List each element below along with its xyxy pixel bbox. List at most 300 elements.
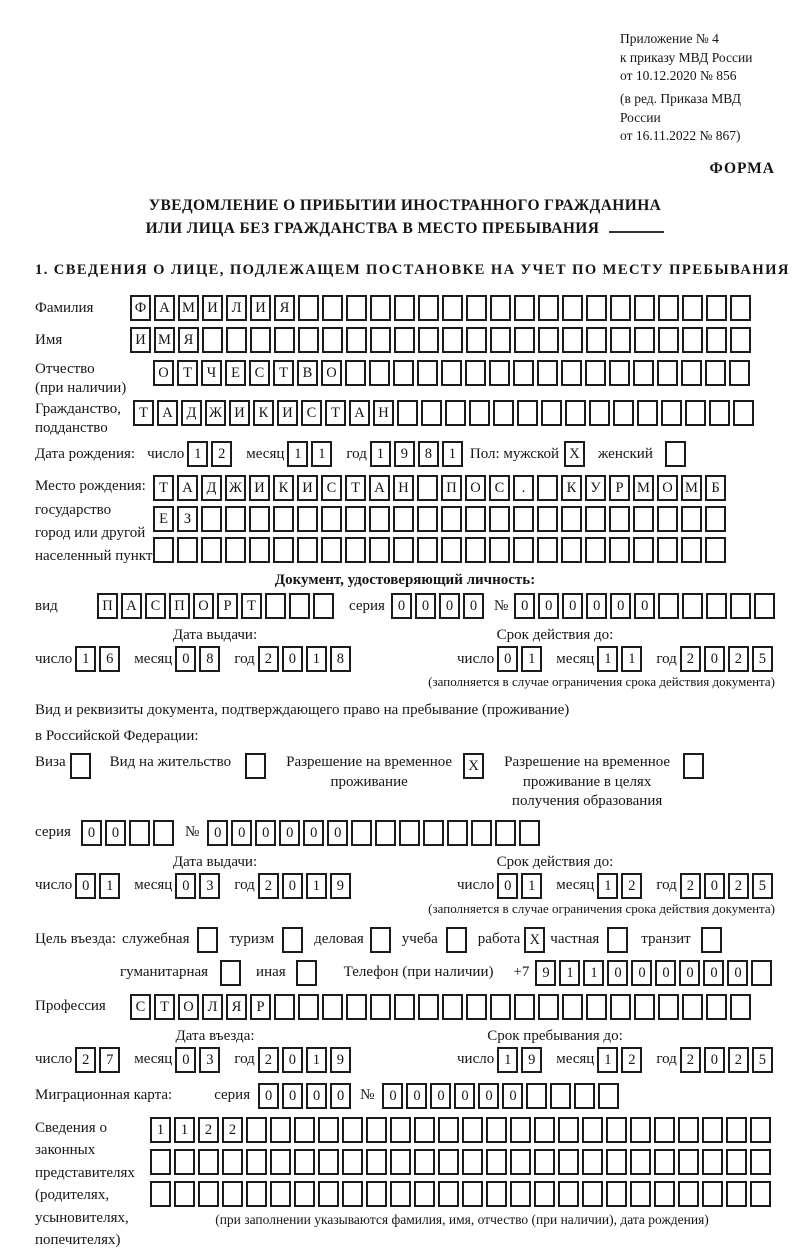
char-box[interactable]	[318, 1117, 339, 1143]
char-box[interactable]	[678, 1181, 699, 1207]
char-box[interactable]	[730, 994, 751, 1020]
char-box[interactable]	[534, 1117, 555, 1143]
char-box[interactable]: 1	[597, 646, 618, 672]
char-box[interactable]	[682, 994, 703, 1020]
char-box[interactable]	[177, 537, 198, 563]
char-box[interactable]	[197, 927, 218, 953]
char-box[interactable]	[702, 1117, 723, 1143]
char-box[interactable]: Р	[250, 994, 271, 1020]
char-box[interactable]	[513, 360, 534, 386]
char-box[interactable]	[466, 994, 487, 1020]
char-box[interactable]: 8	[330, 646, 351, 672]
char-box[interactable]	[297, 537, 318, 563]
char-box[interactable]	[561, 537, 582, 563]
char-box[interactable]: Т	[154, 994, 175, 1020]
char-box[interactable]	[705, 360, 726, 386]
char-box[interactable]	[366, 1181, 387, 1207]
char-box[interactable]	[495, 820, 516, 846]
char-box[interactable]	[610, 295, 631, 321]
char-box[interactable]	[561, 360, 582, 386]
char-box[interactable]: 5	[752, 1047, 773, 1073]
char-box[interactable]: Л	[226, 295, 247, 321]
char-box[interactable]: Б	[705, 475, 726, 501]
char-box[interactable]	[423, 820, 444, 846]
char-box[interactable]: 0	[502, 1083, 523, 1109]
char-box[interactable]	[706, 295, 727, 321]
char-box[interactable]	[561, 506, 582, 532]
char-box[interactable]: Р	[217, 593, 238, 619]
char-box[interactable]: Н	[393, 475, 414, 501]
char-box[interactable]	[438, 1149, 459, 1175]
char-box[interactable]: 2	[621, 873, 642, 899]
char-box[interactable]: 1	[621, 646, 642, 672]
char-box[interactable]	[585, 506, 606, 532]
char-box[interactable]	[462, 1117, 483, 1143]
char-box[interactable]	[462, 1149, 483, 1175]
char-box[interactable]	[558, 1117, 579, 1143]
char-box[interactable]: Ф	[130, 295, 151, 321]
char-box[interactable]: 1	[75, 646, 96, 672]
char-box[interactable]	[397, 400, 418, 426]
char-box[interactable]	[394, 327, 415, 353]
char-box[interactable]	[366, 1117, 387, 1143]
char-box[interactable]	[270, 1181, 291, 1207]
char-box[interactable]	[630, 1149, 651, 1175]
char-box[interactable]	[246, 1181, 267, 1207]
char-box[interactable]	[321, 506, 342, 532]
char-box[interactable]	[486, 1117, 507, 1143]
char-box[interactable]	[513, 537, 534, 563]
char-box[interactable]: 2	[198, 1117, 219, 1143]
char-box[interactable]	[750, 1149, 771, 1175]
char-box[interactable]: 0	[406, 1083, 427, 1109]
char-box[interactable]	[633, 360, 654, 386]
char-box[interactable]	[375, 820, 396, 846]
char-box[interactable]: 0	[279, 820, 300, 846]
char-box[interactable]: Т	[153, 475, 174, 501]
char-box[interactable]: И	[202, 295, 223, 321]
char-box[interactable]	[465, 506, 486, 532]
char-box[interactable]: С	[321, 475, 342, 501]
char-box[interactable]	[657, 537, 678, 563]
char-box[interactable]: 0	[634, 593, 655, 619]
char-box[interactable]	[658, 295, 679, 321]
char-box[interactable]	[654, 1181, 675, 1207]
char-box[interactable]	[438, 1117, 459, 1143]
char-box[interactable]	[201, 506, 222, 532]
char-box[interactable]	[550, 1083, 571, 1109]
char-box[interactable]	[222, 1181, 243, 1207]
char-box[interactable]	[633, 506, 654, 532]
char-box[interactable]	[706, 994, 727, 1020]
char-box[interactable]: З	[177, 506, 198, 532]
char-box[interactable]	[369, 360, 390, 386]
char-box[interactable]: 0	[562, 593, 583, 619]
char-box[interactable]: И	[130, 327, 151, 353]
char-box[interactable]	[153, 537, 174, 563]
char-box[interactable]	[702, 1149, 723, 1175]
char-box[interactable]: 1	[583, 960, 604, 986]
char-box[interactable]: 0	[391, 593, 412, 619]
char-box[interactable]	[270, 1149, 291, 1175]
char-box[interactable]	[289, 593, 310, 619]
char-box[interactable]: С	[489, 475, 510, 501]
char-box[interactable]	[537, 537, 558, 563]
char-box[interactable]	[441, 537, 462, 563]
char-box[interactable]	[418, 327, 439, 353]
char-box[interactable]	[418, 994, 439, 1020]
char-box[interactable]	[606, 1181, 627, 1207]
char-box[interactable]: М	[633, 475, 654, 501]
char-box[interactable]: Т	[133, 400, 154, 426]
char-box[interactable]	[322, 994, 343, 1020]
char-box[interactable]	[589, 400, 610, 426]
char-box[interactable]	[510, 1181, 531, 1207]
char-box[interactable]	[661, 400, 682, 426]
char-box[interactable]	[750, 1117, 771, 1143]
char-box[interactable]	[634, 994, 655, 1020]
char-box[interactable]: 0	[282, 1083, 303, 1109]
char-box[interactable]: А	[177, 475, 198, 501]
char-box[interactable]	[706, 593, 727, 619]
char-box[interactable]	[607, 927, 628, 953]
char-box[interactable]: 0	[75, 873, 96, 899]
char-box[interactable]	[582, 1149, 603, 1175]
char-box[interactable]: 0	[207, 820, 228, 846]
char-box[interactable]: 0	[258, 1083, 279, 1109]
char-box[interactable]	[346, 327, 367, 353]
char-box[interactable]	[657, 506, 678, 532]
char-box[interactable]	[370, 994, 391, 1020]
char-box[interactable]: Ж	[225, 475, 246, 501]
char-box[interactable]	[421, 400, 442, 426]
char-box[interactable]	[198, 1181, 219, 1207]
char-box[interactable]: 2	[222, 1117, 243, 1143]
char-box[interactable]	[519, 820, 540, 846]
char-box[interactable]	[586, 994, 607, 1020]
char-box[interactable]	[129, 820, 150, 846]
char-box[interactable]: И	[277, 400, 298, 426]
char-box[interactable]: А	[349, 400, 370, 426]
char-box[interactable]	[322, 295, 343, 321]
char-box[interactable]: 0	[631, 960, 652, 986]
char-box[interactable]: 0	[382, 1083, 403, 1109]
char-box[interactable]	[442, 994, 463, 1020]
char-box[interactable]: О	[153, 360, 174, 386]
char-box[interactable]: X	[524, 927, 545, 953]
char-box[interactable]: 1	[521, 646, 542, 672]
char-box[interactable]	[226, 327, 247, 353]
char-box[interactable]: 0	[497, 646, 518, 672]
char-box[interactable]: 9	[330, 873, 351, 899]
char-box[interactable]	[562, 295, 583, 321]
char-box[interactable]	[465, 360, 486, 386]
char-box[interactable]	[273, 537, 294, 563]
char-box[interactable]	[318, 1181, 339, 1207]
char-box[interactable]: 0	[81, 820, 102, 846]
char-box[interactable]	[399, 820, 420, 846]
char-box[interactable]: Е	[225, 360, 246, 386]
char-box[interactable]	[538, 327, 559, 353]
char-box[interactable]	[366, 1149, 387, 1175]
char-box[interactable]	[510, 1149, 531, 1175]
char-box[interactable]: 2	[728, 873, 749, 899]
char-box[interactable]	[726, 1117, 747, 1143]
char-box[interactable]	[273, 506, 294, 532]
char-box[interactable]: 0	[330, 1083, 351, 1109]
char-box[interactable]	[637, 400, 658, 426]
char-box[interactable]	[486, 1181, 507, 1207]
char-box[interactable]	[441, 360, 462, 386]
char-box[interactable]	[466, 295, 487, 321]
char-box[interactable]	[558, 1149, 579, 1175]
char-box[interactable]: 1	[597, 873, 618, 899]
char-box[interactable]	[250, 327, 271, 353]
char-box[interactable]: 1	[174, 1117, 195, 1143]
char-box[interactable]	[150, 1149, 171, 1175]
char-box[interactable]	[342, 1149, 363, 1175]
char-box[interactable]	[490, 994, 511, 1020]
char-box[interactable]	[174, 1149, 195, 1175]
char-box[interactable]	[447, 820, 468, 846]
char-box[interactable]	[417, 475, 438, 501]
char-box[interactable]: 2	[680, 646, 701, 672]
char-box[interactable]	[294, 1181, 315, 1207]
char-box[interactable]: 0	[478, 1083, 499, 1109]
char-box[interactable]: О	[321, 360, 342, 386]
char-box[interactable]	[417, 506, 438, 532]
char-box[interactable]	[225, 537, 246, 563]
char-box[interactable]: Ж	[205, 400, 226, 426]
char-box[interactable]: М	[681, 475, 702, 501]
char-box[interactable]	[514, 295, 535, 321]
char-box[interactable]: Я	[226, 994, 247, 1020]
char-box[interactable]	[345, 506, 366, 532]
char-box[interactable]	[733, 400, 754, 426]
char-box[interactable]: О	[178, 994, 199, 1020]
char-box[interactable]	[586, 295, 607, 321]
char-box[interactable]	[654, 1117, 675, 1143]
char-box[interactable]	[438, 1181, 459, 1207]
char-box[interactable]: 0	[463, 593, 484, 619]
char-box[interactable]: Т	[345, 475, 366, 501]
char-box[interactable]: С	[301, 400, 322, 426]
char-box[interactable]: 1	[187, 441, 208, 467]
char-box[interactable]	[414, 1181, 435, 1207]
char-box[interactable]	[754, 593, 775, 619]
char-box[interactable]	[510, 1117, 531, 1143]
char-box[interactable]: О	[657, 475, 678, 501]
char-box[interactable]	[393, 360, 414, 386]
char-box[interactable]	[513, 506, 534, 532]
char-box[interactable]	[729, 360, 750, 386]
char-box[interactable]: 0	[175, 1047, 196, 1073]
char-box[interactable]: 0	[727, 960, 748, 986]
char-box[interactable]: П	[441, 475, 462, 501]
char-box[interactable]	[298, 994, 319, 1020]
char-box[interactable]	[370, 927, 391, 953]
char-box[interactable]	[225, 506, 246, 532]
char-box[interactable]	[681, 537, 702, 563]
char-box[interactable]: 1	[287, 441, 308, 467]
char-box[interactable]: 9	[521, 1047, 542, 1073]
char-box[interactable]	[342, 1117, 363, 1143]
char-box[interactable]: 2	[728, 1047, 749, 1073]
char-box[interactable]: 0	[303, 820, 324, 846]
char-box[interactable]: X	[463, 753, 484, 779]
char-box[interactable]: 0	[175, 646, 196, 672]
char-box[interactable]: 6	[99, 646, 120, 672]
char-box[interactable]	[730, 327, 751, 353]
char-box[interactable]: 1	[306, 873, 327, 899]
char-box[interactable]	[370, 295, 391, 321]
char-box[interactable]: П	[169, 593, 190, 619]
char-box[interactable]	[471, 820, 492, 846]
char-box[interactable]	[246, 1117, 267, 1143]
char-box[interactable]	[442, 295, 463, 321]
char-box[interactable]: 2	[258, 873, 279, 899]
char-box[interactable]: Т	[325, 400, 346, 426]
char-box[interactable]: Я	[178, 327, 199, 353]
char-box[interactable]: 1	[442, 441, 463, 467]
char-box[interactable]	[489, 537, 510, 563]
char-box[interactable]: 0	[704, 1047, 725, 1073]
char-box[interactable]: С	[145, 593, 166, 619]
char-box[interactable]: 0	[704, 873, 725, 899]
char-box[interactable]: 2	[680, 1047, 701, 1073]
char-box[interactable]: И	[297, 475, 318, 501]
char-box[interactable]	[282, 927, 303, 953]
char-box[interactable]	[705, 506, 726, 532]
char-box[interactable]	[245, 753, 266, 779]
char-box[interactable]	[393, 506, 414, 532]
char-box[interactable]	[345, 360, 366, 386]
char-box[interactable]: И	[250, 295, 271, 321]
char-box[interactable]: 1	[521, 873, 542, 899]
char-box[interactable]: И	[229, 400, 250, 426]
char-box[interactable]: А	[369, 475, 390, 501]
char-box[interactable]	[665, 441, 686, 467]
char-box[interactable]	[702, 1181, 723, 1207]
char-box[interactable]	[70, 753, 91, 779]
char-box[interactable]	[685, 400, 706, 426]
char-box[interactable]: 0	[105, 820, 126, 846]
char-box[interactable]: 9	[330, 1047, 351, 1073]
char-box[interactable]	[574, 1083, 595, 1109]
char-box[interactable]	[750, 1181, 771, 1207]
char-box[interactable]: 0	[586, 593, 607, 619]
char-box[interactable]	[445, 400, 466, 426]
char-box[interactable]	[414, 1149, 435, 1175]
char-box[interactable]: В	[297, 360, 318, 386]
char-box[interactable]: У	[585, 475, 606, 501]
char-box[interactable]: С	[249, 360, 270, 386]
char-box[interactable]	[538, 295, 559, 321]
char-box[interactable]: 9	[394, 441, 415, 467]
char-box[interactable]	[322, 327, 343, 353]
char-box[interactable]: П	[97, 593, 118, 619]
char-box[interactable]	[730, 295, 751, 321]
char-box[interactable]	[598, 1083, 619, 1109]
char-box[interactable]	[658, 994, 679, 1020]
char-box[interactable]	[683, 753, 704, 779]
char-box[interactable]	[418, 295, 439, 321]
char-box[interactable]: 2	[728, 646, 749, 672]
char-box[interactable]	[462, 1181, 483, 1207]
char-box[interactable]	[198, 1149, 219, 1175]
char-box[interactable]: 0	[415, 593, 436, 619]
char-box[interactable]: 0	[430, 1083, 451, 1109]
char-box[interactable]: М	[178, 295, 199, 321]
char-box[interactable]: Р	[609, 475, 630, 501]
char-box[interactable]: 1	[559, 960, 580, 986]
char-box[interactable]: 0	[282, 646, 303, 672]
char-box[interactable]	[465, 537, 486, 563]
char-box[interactable]	[658, 327, 679, 353]
char-box[interactable]: А	[154, 295, 175, 321]
char-box[interactable]	[346, 295, 367, 321]
char-box[interactable]	[249, 506, 270, 532]
char-box[interactable]	[202, 327, 223, 353]
char-box[interactable]: 3	[199, 1047, 220, 1073]
char-box[interactable]: М	[154, 327, 175, 353]
char-box[interactable]	[682, 327, 703, 353]
char-box[interactable]	[630, 1117, 651, 1143]
char-box[interactable]: 1	[497, 1047, 518, 1073]
char-box[interactable]	[514, 327, 535, 353]
char-box[interactable]	[390, 1181, 411, 1207]
char-box[interactable]	[562, 327, 583, 353]
char-box[interactable]	[709, 400, 730, 426]
char-box[interactable]	[369, 506, 390, 532]
char-box[interactable]	[634, 295, 655, 321]
char-box[interactable]: 1	[597, 1047, 618, 1073]
char-box[interactable]	[346, 994, 367, 1020]
char-box[interactable]	[394, 295, 415, 321]
char-box[interactable]: Д	[181, 400, 202, 426]
char-box[interactable]: 0	[679, 960, 700, 986]
char-box[interactable]: .	[513, 475, 534, 501]
char-box[interactable]	[586, 327, 607, 353]
char-box[interactable]: 2	[75, 1047, 96, 1073]
char-box[interactable]: 0	[439, 593, 460, 619]
char-box[interactable]	[558, 1181, 579, 1207]
char-box[interactable]	[613, 400, 634, 426]
char-box[interactable]	[313, 593, 334, 619]
char-box[interactable]	[246, 1149, 267, 1175]
char-box[interactable]	[609, 360, 630, 386]
char-box[interactable]	[701, 927, 722, 953]
char-box[interactable]	[609, 506, 630, 532]
char-box[interactable]	[537, 475, 558, 501]
char-box[interactable]	[751, 960, 772, 986]
char-box[interactable]	[370, 327, 391, 353]
char-box[interactable]: 0	[703, 960, 724, 986]
char-box[interactable]	[489, 506, 510, 532]
char-box[interactable]	[394, 994, 415, 1020]
char-box[interactable]	[609, 537, 630, 563]
char-box[interactable]: С	[130, 994, 151, 1020]
char-box[interactable]	[296, 960, 317, 986]
char-box[interactable]	[678, 1117, 699, 1143]
char-box[interactable]	[582, 1181, 603, 1207]
char-box[interactable]	[489, 360, 510, 386]
char-box[interactable]: К	[561, 475, 582, 501]
char-box[interactable]: 8	[418, 441, 439, 467]
char-box[interactable]	[657, 360, 678, 386]
char-box[interactable]	[585, 537, 606, 563]
char-box[interactable]	[417, 537, 438, 563]
